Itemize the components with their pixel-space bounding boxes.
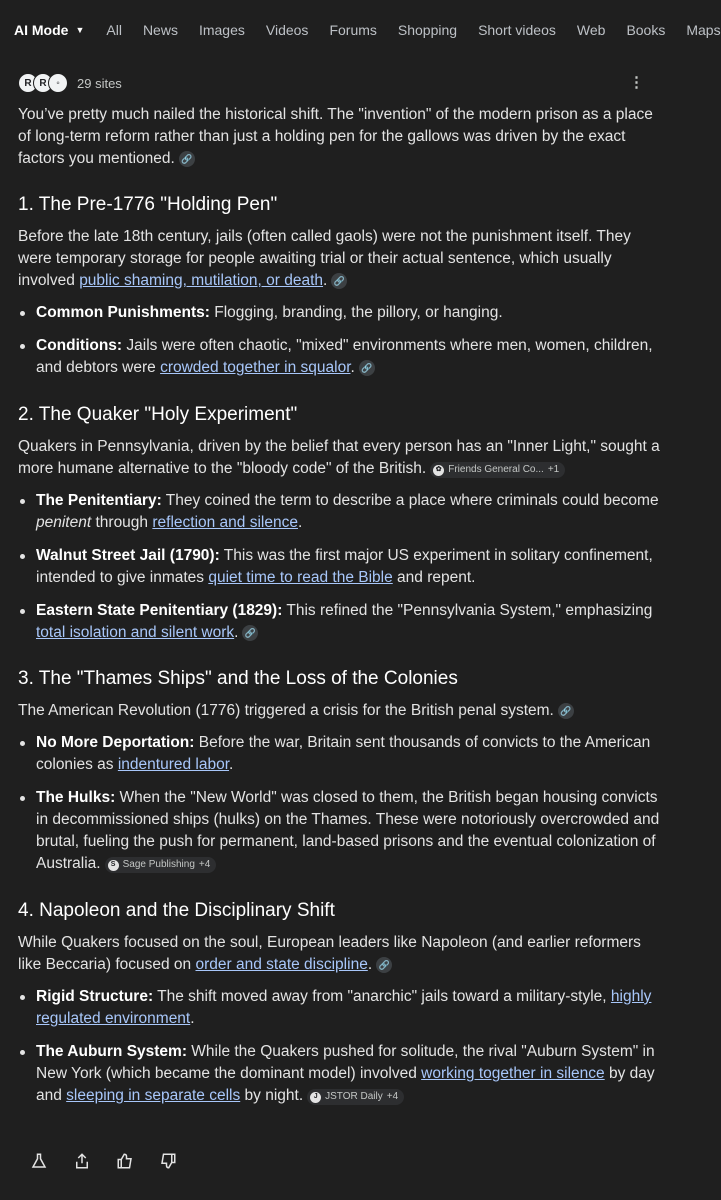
section-heading: 4. Napoleon and the Disciplinary Shift	[18, 900, 335, 921]
inline-link[interactable]: indentured labor	[117, 756, 230, 773]
bullet-list	[18, 986, 662, 1107]
bullet-term: Walnut Street Jail (1790):	[36, 547, 220, 564]
bullet-term: Common Punishments:	[36, 304, 210, 321]
bullet-text: by day and	[36, 1065, 655, 1104]
chip-label: JSTOR Daily	[325, 1091, 383, 1102]
paragraph-text: Before the late 18th century, jails (often called gaols) were not the punishment itself. They were temporary storage for people awaiting trial or their actual sentence, which usually involved	[18, 228, 631, 289]
list-item	[18, 986, 662, 1030]
link-icon[interactable]: 🔗	[179, 151, 195, 167]
link-icon[interactable]: 🔗	[331, 273, 347, 289]
list-item	[18, 545, 662, 589]
tab-shopping[interactable]: Shopping	[397, 22, 458, 38]
caret-down-icon: ▼	[75, 25, 85, 35]
inline-link[interactable]: sleeping in separate cells	[66, 1087, 241, 1104]
section-paragraph	[18, 436, 662, 480]
bullet-term: No More Deportation:	[36, 734, 195, 751]
chip-label: Sage Publishing	[122, 859, 195, 870]
bullet-list	[18, 302, 662, 379]
more-options-icon[interactable]: ⋮	[629, 74, 644, 91]
sources-row[interactable]	[18, 72, 662, 94]
flask-icon[interactable]	[28, 1150, 50, 1172]
section-paragraph	[18, 226, 662, 292]
chip-count: +4	[386, 1091, 399, 1102]
list-item	[18, 1041, 662, 1107]
thumbs-up-icon[interactable]	[114, 1150, 136, 1172]
bullet-text: .	[350, 359, 355, 376]
list-item	[18, 490, 662, 534]
bullet-term: The Hulks:	[36, 789, 116, 806]
link-icon[interactable]: 🔗	[359, 360, 375, 376]
source-chip[interactable]	[430, 462, 565, 478]
bullet-text: While the Quakers pushed for solitude, the rival "Auburn System" in New York (which became the dominant model) involved	[36, 1043, 655, 1082]
sites-count[interactable]: 29 sites	[77, 75, 122, 91]
bullet-text: .	[229, 756, 234, 773]
bullet-emphasis: penitent	[36, 514, 92, 531]
bullet-term: The Penitentiary:	[36, 492, 162, 509]
tab-news[interactable]: News	[142, 22, 178, 38]
bullet-list	[18, 490, 662, 644]
source-favicon-icon: J	[310, 1092, 321, 1103]
source-avatar: R	[33, 73, 53, 93]
bullet-term: The Auburn System:	[36, 1043, 187, 1060]
source-chip[interactable]	[105, 857, 217, 873]
ai-answer	[18, 104, 662, 1107]
intro-paragraph	[18, 104, 662, 170]
bullet-text: and repent.	[392, 569, 476, 586]
source-avatars	[18, 73, 63, 93]
paragraph-text: .	[367, 956, 373, 973]
tab-all[interactable]: All	[106, 22, 122, 38]
section-heading: 1. The Pre-1776 "Holding Pen"	[18, 194, 278, 215]
source-favicon-icon: ✿	[433, 465, 444, 476]
intro-text: You’ve pretty much nailed the historical shift. The "invention" of the modern prison as a place of long-term reform rather than just a holding pen for the gallows was driven by the exact factors you mentioned.	[18, 106, 653, 167]
tab-videos[interactable]: Videos	[265, 22, 309, 38]
tab-forums[interactable]: Forums	[329, 22, 377, 38]
answer-actions	[28, 1150, 200, 1172]
tab-books[interactable]: Books	[626, 22, 666, 38]
list-item	[18, 787, 662, 875]
bullet-term: Rigid Structure:	[36, 988, 154, 1005]
bullet-text: Jails were often chaotic, "mixed" environments where men, women, children, and debtors were	[36, 337, 653, 376]
bullet-text: This was the first major US experiment in solitary confinement, intended to give inmates	[36, 547, 653, 586]
tab-web[interactable]: Web	[576, 22, 606, 38]
paragraph-text: Quakers in Pennsylvania, driven by the belief that every person has an "Inner Light," sought a more humane alternative to the "bloody code" of the British.	[18, 438, 660, 477]
bullet-text: This refined the "Pennsylvania System," emphasizing	[282, 602, 653, 619]
list-item	[18, 600, 662, 644]
link-icon[interactable]: 🔗	[558, 703, 574, 719]
paragraph-text: While Quakers focused on the soul, European leaders like Napoleon (and earlier reformers like Beccaria) focused on	[18, 934, 641, 973]
thumbs-down-icon[interactable]	[157, 1150, 179, 1172]
chip-count: +1	[547, 464, 560, 475]
inline-link[interactable]: reflection and silence	[152, 514, 298, 531]
tab-images[interactable]: Images	[198, 22, 245, 38]
inline-link[interactable]: public shaming, mutilation, or death	[79, 272, 324, 289]
paragraph-text: The American Revolution (1776) triggered a crisis for the British penal system.	[18, 702, 554, 719]
source-avatar: R	[18, 73, 38, 93]
bullet-text: When the "New World" was closed to them, the British began housing convicts in decommissioned ships (hulks) on the Thames. These were notoriously overcrowded and brutal, fueling the push for permanent, land-based prisons and the eventual colonization of Australia.	[36, 789, 660, 872]
ai-mode-tab[interactable]	[14, 22, 84, 38]
section-paragraph	[18, 700, 662, 722]
bullet-text: Before the war, Britain sent thousands of convicts to the American colonies as	[36, 734, 651, 773]
bullet-text: .	[234, 624, 239, 641]
paragraph-text: .	[323, 272, 328, 289]
bullet-text: by night.	[240, 1087, 304, 1104]
bullet-text: .	[190, 1010, 195, 1027]
source-avatar: ◦	[48, 73, 68, 93]
inline-link[interactable]: total isolation and silent work	[36, 624, 235, 641]
inline-link[interactable]: quiet time to read the Bible	[208, 569, 393, 586]
bullet-text: through	[91, 514, 153, 531]
section-heading: 3. The "Thames Ships" and the Loss of the Colonies	[18, 668, 458, 689]
list-item	[18, 732, 662, 776]
inline-link[interactable]: working together in silence	[421, 1065, 605, 1082]
section-paragraph	[18, 932, 662, 976]
share-icon[interactable]	[71, 1150, 93, 1172]
inline-link[interactable]: crowded together in squalor	[160, 359, 351, 376]
link-icon[interactable]: 🔗	[242, 625, 258, 641]
bullet-text: .	[297, 514, 303, 531]
bullet-text: They coined the term to describe a place where criminals could become	[161, 492, 659, 509]
inline-link[interactable]: highly regulated environment	[36, 988, 652, 1027]
bullet-term: Conditions:	[36, 337, 123, 354]
bullet-text: Flogging, branding, the pillory, or hanging.	[209, 304, 503, 321]
link-icon[interactable]: 🔗	[376, 957, 392, 973]
bullet-list	[18, 732, 662, 875]
bullet-term: Eastern State Penitentiary (1829):	[36, 602, 283, 619]
search-tabs-bar	[0, 0, 721, 60]
list-item	[18, 302, 662, 324]
source-chip[interactable]	[307, 1089, 404, 1105]
inline-link[interactable]: order and state discipline	[195, 956, 368, 973]
bullet-text: The shift moved away from "anarchic" jails toward a military-style,	[153, 988, 611, 1005]
source-favicon-icon: S	[108, 860, 119, 871]
chip-label: Friends General Co...	[448, 464, 544, 475]
tab-maps[interactable]: Maps	[686, 22, 721, 38]
tab-short-videos[interactable]: Short videos	[478, 22, 556, 38]
section-heading: 2. The Quaker "Holy Experiment"	[18, 404, 298, 425]
ai-mode-label: AI Mode	[14, 22, 69, 38]
chip-count: +4	[198, 859, 211, 870]
list-item	[18, 335, 662, 379]
